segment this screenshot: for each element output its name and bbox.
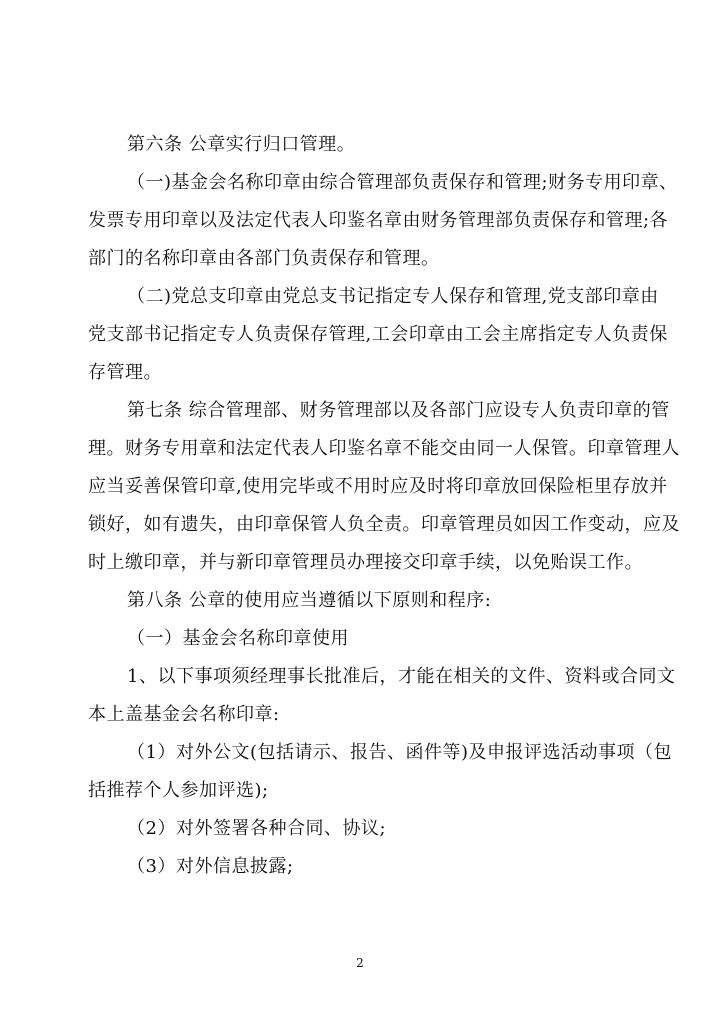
page-number: 2 bbox=[356, 956, 364, 970]
list-item: （2）对外签署各种合同、协议; bbox=[127, 818, 387, 839]
paragraph-line: 存管理。 bbox=[88, 362, 162, 383]
subsection-heading: （一）基金会名称印章使用 bbox=[127, 628, 349, 649]
paragraph-line: （二)党总支印章由党总支书记指定专人保存和管理,党支部印章由 bbox=[127, 286, 659, 307]
paragraph-line: （一)基金会名称印章由综合管理部负责保存和管理;财务专用印章、 bbox=[127, 172, 678, 193]
paragraph-line: 部门的名称印章由各部门负责保存和管理。 bbox=[88, 248, 440, 269]
paragraph-line: 1、以下事项须经理事长批准后，才能在相关的文件、资料或合同文 bbox=[127, 666, 676, 687]
paragraph-line: 应当妥善保管印章,使用完毕或不用时应及时将印章放回保险柜里存放并 bbox=[88, 476, 668, 497]
article-6-heading: 第六条 公章实行归口管理。 bbox=[127, 134, 356, 155]
paragraph-line: 本上盖基金会名称印章: bbox=[88, 704, 280, 725]
paragraph-line: 发票专用印章以及法定代表人印鉴名章由财务管理部负责保存和管理;各 bbox=[88, 210, 669, 231]
paragraph-line: 锁好，如有遗失，由印章保管人负全责。印章管理员如因工作变动，应及 bbox=[88, 514, 680, 535]
article-7-heading: 第七条 综合管理部、财务管理部以及各部门应设专人负责印章的管 bbox=[127, 400, 670, 421]
list-item-continuation: 括推荐个人参加评选); bbox=[88, 780, 269, 801]
list-item: （3）对外信息披露; bbox=[127, 856, 294, 877]
article-8-heading: 第八条 公章的使用应当遵循以下原则和程序: bbox=[127, 590, 492, 611]
paragraph-line: 党支部书记指定专人负责保存管理,工会印章由工会主席指定专人负责保 bbox=[88, 324, 668, 345]
list-item: （1）对外公文(包括请示、报告、函件等)及申报评选活动事项（包 bbox=[127, 742, 672, 763]
paragraph-line: 理。财务专用章和法定代表人印鉴名章不能交由同一人保管。印章管理人 bbox=[88, 438, 680, 459]
paragraph-line: 时上缴印章，并与新印章管理员办理接交印章手续，以免贻误工作。 bbox=[88, 552, 643, 573]
